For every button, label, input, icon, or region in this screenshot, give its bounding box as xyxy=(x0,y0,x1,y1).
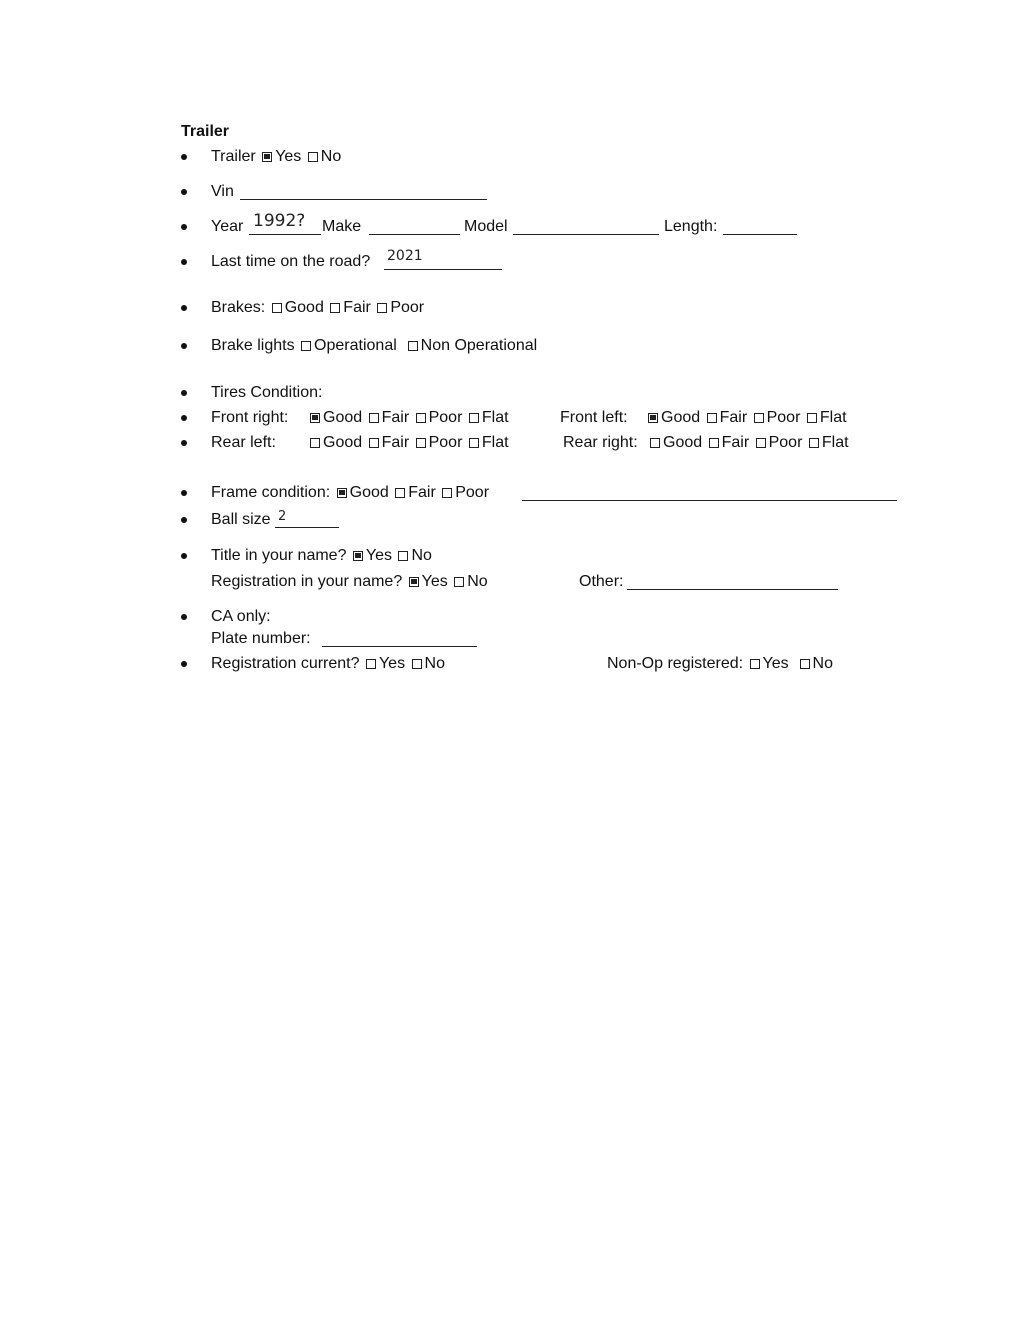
length-label: Length: xyxy=(664,218,718,235)
registration-current-no-label: No xyxy=(424,655,445,672)
model-label: Model xyxy=(464,218,508,235)
non-op-no-label: No xyxy=(812,655,833,672)
frame-label: Frame condition: xyxy=(211,484,331,501)
front-right-flat-label: Flat xyxy=(481,409,509,426)
front-left-options xyxy=(646,409,847,427)
front-left-label: Front left: xyxy=(560,409,628,426)
rear-right-label: Rear right: xyxy=(563,434,638,451)
model-field[interactable] xyxy=(513,234,659,235)
frame-fair-label: Fair xyxy=(408,484,436,501)
other-field[interactable] xyxy=(627,589,838,590)
trailer-no-label: No xyxy=(320,148,342,165)
non-op-no-checkbox[interactable] xyxy=(800,659,810,669)
section-heading: Trailer xyxy=(181,123,230,140)
bullet xyxy=(181,614,187,620)
rear-left-options xyxy=(308,434,509,452)
registration-yes-label: Yes xyxy=(421,573,448,590)
frame-notes-field[interactable] xyxy=(522,500,897,501)
non-op-label: Non-Op registered: xyxy=(607,655,744,672)
brake-lights-operational-label: Operational xyxy=(314,337,397,354)
registration-row xyxy=(211,573,488,591)
registration-current-label: Registration current? xyxy=(211,655,360,672)
bullet xyxy=(181,517,187,523)
rear-right-fair-label: Fair xyxy=(721,434,750,451)
registration-current-yes-checkbox[interactable] xyxy=(366,659,376,669)
registration-current-yes-label: Yes xyxy=(378,655,406,672)
rear-left-flat-checkbox[interactable] xyxy=(469,438,479,448)
rear-left-fair-checkbox[interactable] xyxy=(369,438,379,448)
title-yes-label: Yes xyxy=(365,547,393,564)
non-op-row xyxy=(607,655,833,673)
bullet xyxy=(181,553,187,559)
brake-lights-non-operational-checkbox[interactable] xyxy=(408,341,418,351)
bullet xyxy=(181,343,187,349)
front-left-poor-label: Poor xyxy=(766,409,801,426)
registration-no-checkbox[interactable] xyxy=(454,577,464,587)
plate-number-label: Plate number: xyxy=(211,630,311,647)
brakes-good-checkbox[interactable] xyxy=(272,303,282,313)
bullet xyxy=(181,390,187,396)
ball-size-field[interactable] xyxy=(275,527,339,528)
frame-poor-label: Poor xyxy=(455,484,490,501)
bullet xyxy=(181,189,187,195)
title-label: Title in your name? xyxy=(211,547,347,564)
title-yes-checkbox[interactable] xyxy=(353,551,363,561)
rear-right-good-label: Good xyxy=(663,434,703,451)
rear-left-poor-label: Poor xyxy=(428,434,463,451)
registration-current-row xyxy=(211,655,445,673)
rear-left-flat-label: Flat xyxy=(481,434,509,451)
brake-lights-row xyxy=(211,337,537,355)
front-left-fair-label: Fair xyxy=(719,409,748,426)
trailer-yes-label: Yes xyxy=(275,148,302,165)
bullet xyxy=(181,154,187,160)
rear-right-options xyxy=(648,434,849,452)
last-time-value: 2021 xyxy=(387,248,423,264)
bullet xyxy=(181,415,187,421)
front-left-good-checkbox[interactable] xyxy=(648,413,658,423)
brake-lights-non-operational-label: Non Operational xyxy=(420,337,538,354)
front-right-flat-checkbox[interactable] xyxy=(469,413,479,423)
make-field[interactable] xyxy=(369,234,460,235)
trailer-label: Trailer xyxy=(211,148,256,165)
front-right-fair-label: Fair xyxy=(381,409,410,426)
rear-right-flat-checkbox[interactable] xyxy=(809,438,819,448)
brakes-poor-checkbox[interactable] xyxy=(377,303,387,313)
non-op-yes-label: Yes xyxy=(762,655,789,672)
year-field[interactable] xyxy=(249,234,321,235)
brakes-fair-label: Fair xyxy=(343,299,371,316)
frame-good-label: Good xyxy=(349,484,389,501)
brakes-poor-label: Poor xyxy=(390,299,425,316)
rear-right-flat-label: Flat xyxy=(821,434,849,451)
title-row xyxy=(211,547,432,565)
year-value: 1992? xyxy=(253,211,306,231)
rear-left-poor-checkbox[interactable] xyxy=(416,438,426,448)
bullet xyxy=(181,224,187,230)
vin-label: Vin xyxy=(211,183,234,200)
rear-left-fair-label: Fair xyxy=(381,434,410,451)
frame-fair-checkbox[interactable] xyxy=(395,488,405,498)
front-left-flat-checkbox[interactable] xyxy=(807,413,817,423)
rear-right-poor-label: Poor xyxy=(768,434,803,451)
front-left-fair-checkbox[interactable] xyxy=(707,413,717,423)
brakes-row xyxy=(211,299,424,317)
front-right-fair-checkbox[interactable] xyxy=(369,413,379,423)
vin-field[interactable] xyxy=(240,199,487,200)
front-right-label: Front right: xyxy=(211,409,289,426)
registration-no-label: No xyxy=(467,573,488,590)
rear-right-good-checkbox[interactable] xyxy=(650,438,660,448)
front-right-good-checkbox[interactable] xyxy=(310,413,320,423)
brake-lights-label: Brake lights xyxy=(211,337,295,354)
bullet xyxy=(181,440,187,446)
registration-yes-checkbox[interactable] xyxy=(409,577,419,587)
title-no-checkbox[interactable] xyxy=(398,551,408,561)
non-op-yes-checkbox[interactable] xyxy=(750,659,760,669)
frame-poor-checkbox[interactable] xyxy=(442,488,452,498)
ball-size-value: 2 xyxy=(278,509,287,524)
last-time-field[interactable] xyxy=(384,269,502,270)
front-left-flat-label: Flat xyxy=(819,409,847,426)
brakes-good-label: Good xyxy=(284,299,324,316)
brake-lights-operational-checkbox[interactable] xyxy=(301,341,311,351)
rear-left-label: Rear left: xyxy=(211,434,276,451)
rear-left-good-label: Good xyxy=(323,434,363,451)
ca-only-label: CA only: xyxy=(211,608,271,625)
bullet xyxy=(181,490,187,496)
tires-heading: Tires Condition: xyxy=(211,384,323,401)
front-left-good-label: Good xyxy=(661,409,701,426)
bullet xyxy=(181,661,187,667)
frame-row xyxy=(211,484,489,502)
registration-current-no-checkbox[interactable] xyxy=(412,659,422,669)
rear-left-good-checkbox[interactable] xyxy=(310,438,320,448)
brakes-fair-checkbox[interactable] xyxy=(330,303,340,313)
plate-number-field[interactable] xyxy=(322,646,477,647)
front-left-poor-checkbox[interactable] xyxy=(754,413,764,423)
make-label: Make xyxy=(322,218,362,235)
trailer-row xyxy=(211,148,341,166)
front-right-good-label: Good xyxy=(323,409,363,426)
ball-size-label: Ball size xyxy=(211,511,271,528)
registration-label: Registration in your name? xyxy=(211,573,403,590)
brakes-label: Brakes: xyxy=(211,299,266,316)
length-field[interactable] xyxy=(723,234,797,235)
last-time-label: Last time on the road? xyxy=(211,253,371,270)
bullet xyxy=(181,305,187,311)
trailer-yes-checkbox[interactable] xyxy=(262,152,272,162)
rear-right-poor-checkbox[interactable] xyxy=(756,438,766,448)
rear-right-fair-checkbox[interactable] xyxy=(709,438,719,448)
frame-good-checkbox[interactable] xyxy=(337,488,347,498)
front-right-options xyxy=(308,409,509,427)
title-no-label: No xyxy=(411,547,432,564)
year-label: Year xyxy=(211,218,244,235)
trailer-no-checkbox[interactable] xyxy=(308,152,318,162)
front-right-poor-checkbox[interactable] xyxy=(416,413,426,423)
bullet xyxy=(181,259,187,265)
other-label: Other: xyxy=(579,573,624,590)
front-right-poor-label: Poor xyxy=(428,409,463,426)
